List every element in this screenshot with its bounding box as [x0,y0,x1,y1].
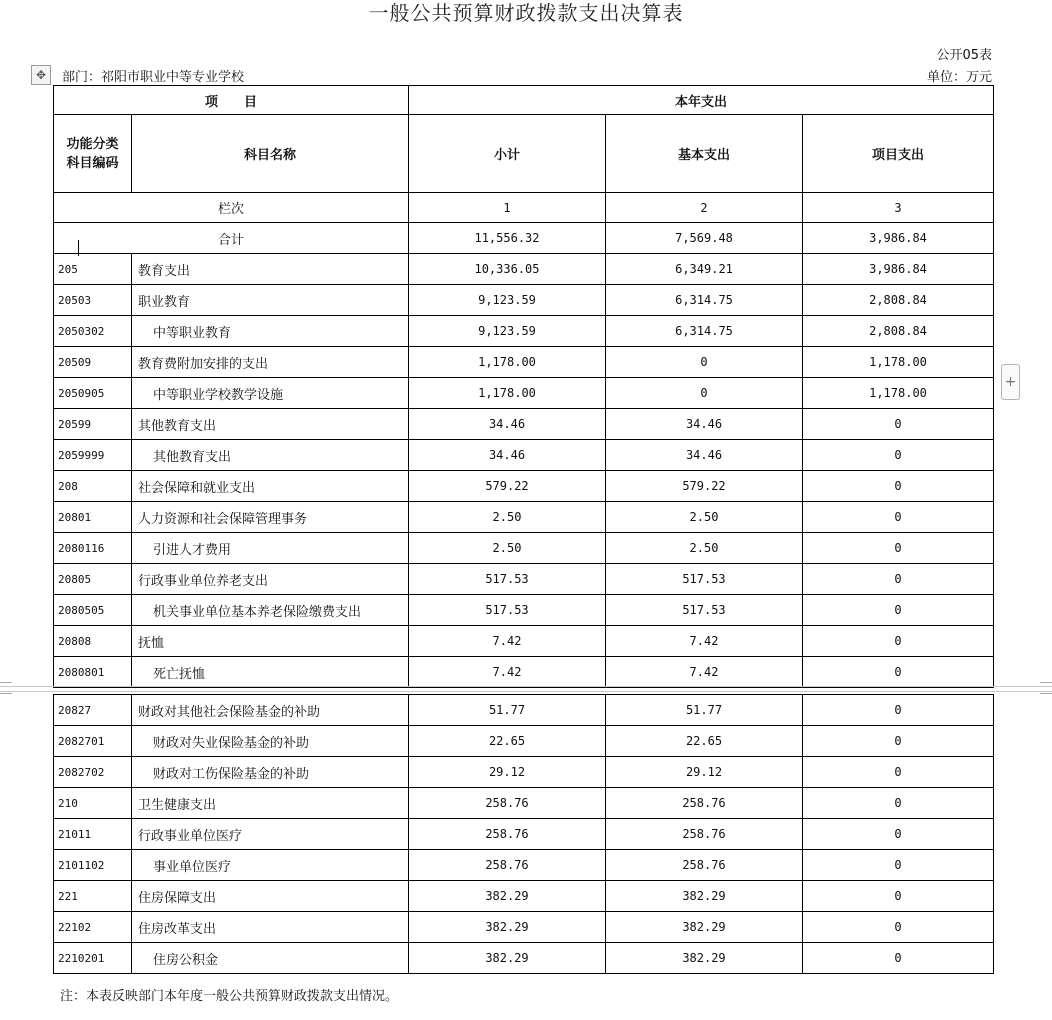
page-break-handle[interactable] [0,682,12,694]
project-value: 0 [803,409,994,440]
subject-name: 住房改革支出 [132,912,409,943]
table-row [54,726,994,757]
subtotal-value: 51.77 [409,695,606,726]
total-basic: 7,569.48 [606,223,803,254]
subtotal-value: 382.29 [409,943,606,974]
project-value: 0 [803,850,994,881]
subject-code: 2080801 [54,657,132,688]
expenditure-table-page1 [53,85,994,688]
subject-code: 20805 [54,564,132,595]
table-row [54,564,994,595]
subject-code: 2050302 [54,316,132,347]
column-number: 3 [803,193,994,223]
basic-value: 51.77 [606,695,803,726]
subject-code: 20808 [54,626,132,657]
subject-code: 21011 [54,819,132,850]
subject-name: 教育支出 [132,254,409,285]
subject-name: 死亡抚恤 [132,657,409,688]
subtotal-value: 7.42 [409,657,606,688]
table-row [54,595,994,626]
table-row [54,409,994,440]
subject-name: 教育费附加安排的支出 [132,347,409,378]
basic-value: 2.50 [606,502,803,533]
table-row [54,881,994,912]
project-value: 0 [803,657,994,688]
basic-value: 2.50 [606,533,803,564]
subtotal-value: 1,178.00 [409,347,606,378]
subject-code: 2059999 [54,440,132,471]
subject-name: 中等职业教育 [132,316,409,347]
subject-name: 引进人才费用 [132,533,409,564]
subject-code: 20503 [54,285,132,316]
column-number: 1 [409,193,606,223]
subtotal-value: 34.46 [409,409,606,440]
basic-value: 22.65 [606,726,803,757]
header-current-year: 本年支出 [409,86,994,115]
project-value: 0 [803,943,994,974]
subject-name: 卫生健康支出 [132,788,409,819]
subtotal-value: 9,123.59 [409,285,606,316]
project-value: 0 [803,533,994,564]
subtotal-value: 517.53 [409,564,606,595]
basic-value: 579.22 [606,471,803,502]
subject-name: 行政事业单位医疗 [132,819,409,850]
subtotal-value: 382.29 [409,912,606,943]
table-row [54,788,994,819]
plus-icon[interactable]: + [1001,364,1020,400]
table-row [54,471,994,502]
subject-name: 财政对工伤保险基金的补助 [132,757,409,788]
table-row [54,316,994,347]
table-row [54,850,994,881]
footnote: 注：本表反映部门本年度一般公共预算财政拨款支出情况。 [60,989,399,1004]
basic-value: 34.46 [606,440,803,471]
basic-value: 382.29 [606,912,803,943]
subject-name: 财政对其他社会保险基金的补助 [132,695,409,726]
table-row [54,378,994,409]
subject-code: 22102 [54,912,132,943]
subject-code: 2080505 [54,595,132,626]
project-value: 0 [803,564,994,595]
basic-value: 0 [606,378,803,409]
basic-value: 6,349.21 [606,254,803,285]
table-row [54,254,994,285]
text-cursor [78,240,79,256]
subject-code: 221 [54,881,132,912]
project-value: 0 [803,626,994,657]
subject-name: 其他教育支出 [132,440,409,471]
basic-value: 517.53 [606,564,803,595]
subject-name: 住房公积金 [132,943,409,974]
unit-label: 单位：万元 [926,70,992,85]
subtotal-value: 382.29 [409,881,606,912]
subject-code: 2082702 [54,757,132,788]
column-row-label: 栏次 [54,193,409,223]
subject-code: 2050905 [54,378,132,409]
subject-code: 2082701 [54,726,132,757]
expenditure-table-page2 [53,694,994,974]
subtotal-value: 258.76 [409,819,606,850]
table-row [54,440,994,471]
table-row [54,502,994,533]
page-break-handle[interactable] [1040,682,1052,694]
project-value: 0 [803,440,994,471]
page-title: 一般公共预算财政拨款支出决算表 [368,1,684,25]
table-row [54,285,994,316]
basic-value: 258.76 [606,850,803,881]
column-number: 2 [606,193,803,223]
header-basic: 基本支出 [606,115,803,193]
project-value: 0 [803,819,994,850]
table-row [54,347,994,378]
subtotal-value: 34.46 [409,440,606,471]
table-row [54,695,994,726]
move-handle-icon[interactable]: ✥ [31,65,51,85]
basic-value: 382.29 [606,943,803,974]
subtotal-value: 29.12 [409,757,606,788]
subject-code: 208 [54,471,132,502]
project-value: 3,986.84 [803,254,994,285]
total-label: 合计 [54,223,409,254]
basic-value: 7.42 [606,626,803,657]
project-value: 0 [803,881,994,912]
basic-value: 517.53 [606,595,803,626]
table-row [54,533,994,564]
basic-value: 258.76 [606,788,803,819]
basic-value: 6,314.75 [606,316,803,347]
subtotal-value: 22.65 [409,726,606,757]
subject-name: 职业教育 [132,285,409,316]
subject-code: 20599 [54,409,132,440]
project-value: 2,808.84 [803,285,994,316]
subtotal-value: 1,178.00 [409,378,606,409]
table-row [54,757,994,788]
table-body-page2 [54,695,994,974]
table-row [54,912,994,943]
basic-value: 6,314.75 [606,285,803,316]
header-project: 项 目 [54,86,409,115]
subject-code: 2101102 [54,850,132,881]
table-row [54,657,994,688]
table-row [54,943,994,974]
subject-name: 社会保障和就业支出 [132,471,409,502]
subject-code: 2210201 [54,943,132,974]
project-value: 0 [803,695,994,726]
project-value: 0 [803,757,994,788]
subject-name: 行政事业单位养老支出 [132,564,409,595]
project-value: 0 [803,471,994,502]
doc-code: 公开05表 [936,48,992,63]
subject-code: 20827 [54,695,132,726]
header-subtotal: 小计 [409,115,606,193]
subject-name: 住房保障支出 [132,881,409,912]
project-value: 1,178.00 [803,347,994,378]
subject-name: 人力资源和社会保障管理事务 [132,502,409,533]
page-break [0,686,1052,692]
subject-code: 20801 [54,502,132,533]
basic-value: 382.29 [606,881,803,912]
subtotal-value: 7.42 [409,626,606,657]
subject-name: 其他教育支出 [132,409,409,440]
table-row [54,626,994,657]
table-row [54,819,994,850]
basic-value: 34.46 [606,409,803,440]
subject-code: 205 [54,254,132,285]
basic-value: 0 [606,347,803,378]
project-value: 2,808.84 [803,316,994,347]
project-value: 0 [803,788,994,819]
subtotal-value: 517.53 [409,595,606,626]
subject-code: 2080116 [54,533,132,564]
header-code: 功能分类 科目编码 [54,115,132,193]
subtotal-value: 579.22 [409,471,606,502]
project-value: 0 [803,595,994,626]
basic-value: 7.42 [606,657,803,688]
subject-code: 20509 [54,347,132,378]
header-project-expense: 项目支出 [803,115,994,193]
subtotal-value: 2.50 [409,502,606,533]
subject-name: 抚恤 [132,626,409,657]
subject-name: 机关事业单位基本养老保险缴费支出 [132,595,409,626]
project-value: 0 [803,502,994,533]
subject-code: 210 [54,788,132,819]
subject-name: 中等职业学校教学设施 [132,378,409,409]
subject-name: 事业单位医疗 [132,850,409,881]
project-value: 0 [803,912,994,943]
subtotal-value: 258.76 [409,850,606,881]
total-project: 3,986.84 [803,223,994,254]
subject-name: 财政对失业保险基金的补助 [132,726,409,757]
department-label: 部门：祁阳市职业中等专业学校 [62,70,245,85]
project-value: 0 [803,726,994,757]
header-subject-name: 科目名称 [132,115,409,193]
total-subtotal: 11,556.32 [409,223,606,254]
subtotal-value: 9,123.59 [409,316,606,347]
basic-value: 29.12 [606,757,803,788]
basic-value: 258.76 [606,819,803,850]
subtotal-value: 10,336.05 [409,254,606,285]
project-value: 1,178.00 [803,378,994,409]
table-body-page1 [54,254,994,688]
subtotal-value: 2.50 [409,533,606,564]
subtotal-value: 258.76 [409,788,606,819]
